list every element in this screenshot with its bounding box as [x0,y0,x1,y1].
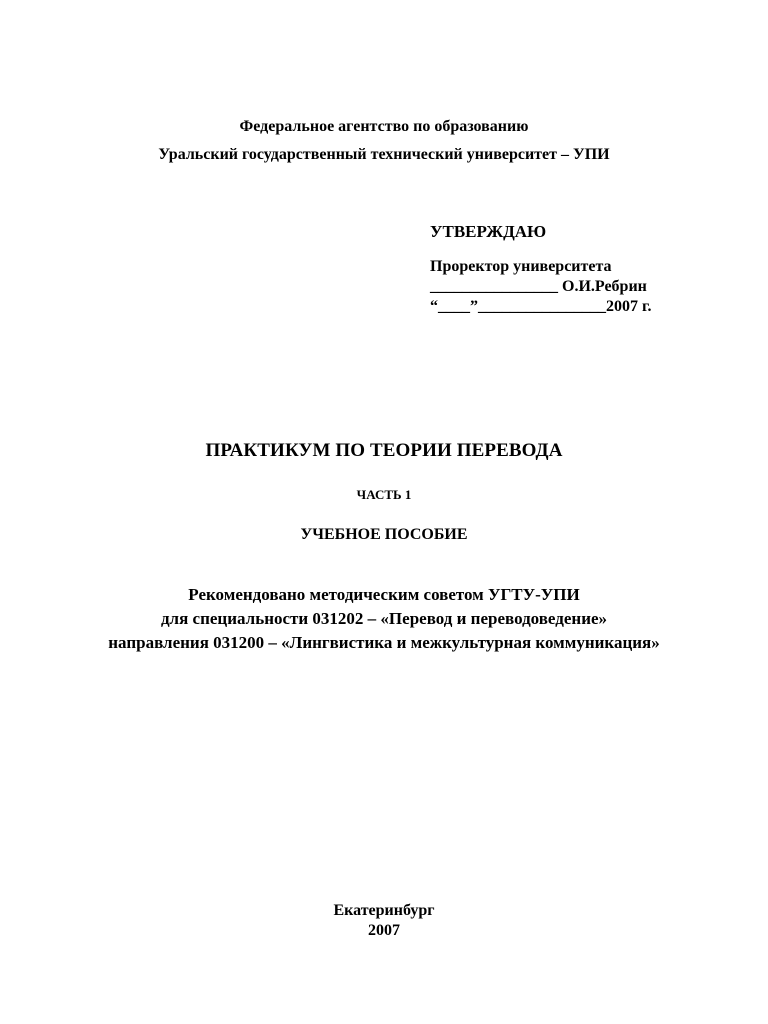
part-label: ЧАСТЬ 1 [356,487,412,502]
approval-role: Проректор университета [430,258,612,275]
specialty-line: для специальности 031202 – «Перевод и переводоведение» [160,609,608,628]
document-subtitle: УЧЕБНОЕ ПОСОБИЕ [300,526,468,543]
agency-name: Федеральное агентство по образованию [239,118,529,135]
approval-title: УТВЕРЖДАЮ [430,222,547,241]
approval-date-line: “____”________________2007 г. [430,298,652,315]
recommendation-line: Рекомендовано методическим советом УГТУ-УПИ [188,585,580,604]
publication-year: 2007 [368,922,400,939]
approval-block [430,222,730,317]
document-title: ПРАКТИКУМ ПО ТЕОРИИ ПЕРЕВОДА [205,440,563,461]
city-name: Екатеринбург [333,902,435,919]
approval-signature-line: ________________ О.И.Ребрин [430,278,647,295]
direction-line: направления 031200 – «Лингвистика и межкультурная коммуникация» [108,633,660,652]
university-name: Уральский государственный технический университет – УПИ [158,146,610,163]
